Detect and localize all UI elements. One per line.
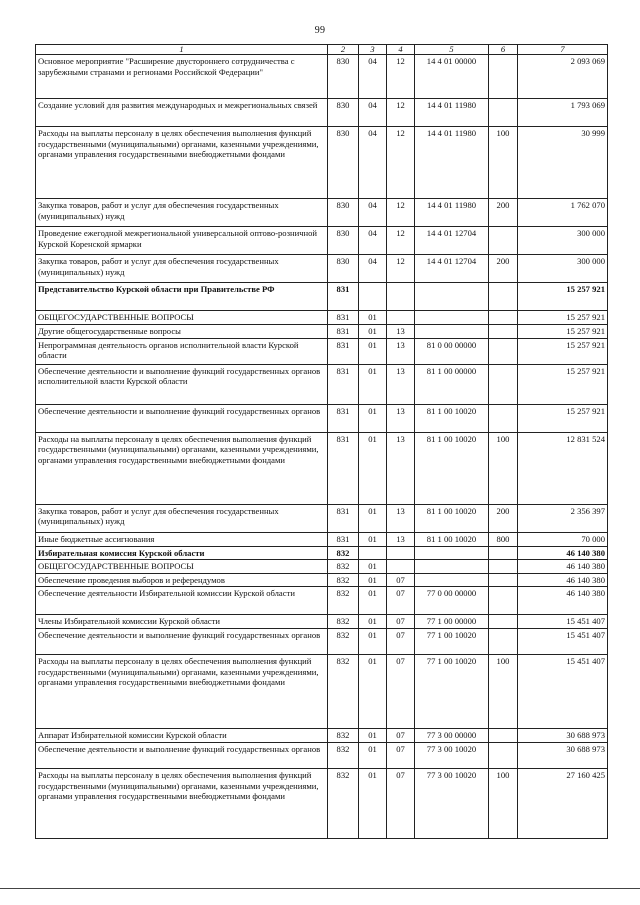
row-name-cell: Члены Избирательной комиссии Курской области — [36, 615, 328, 629]
row-target-cell: 14 4 01 12704 — [415, 227, 489, 255]
row-amount-cell: 46 140 380 — [518, 560, 608, 574]
row-section-cell: 04 — [359, 255, 387, 283]
row-section-cell: 01 — [359, 404, 387, 432]
row-expense-type-cell — [489, 99, 518, 127]
row-section-cell: 01 — [359, 325, 387, 339]
row-section-cell: 01 — [359, 573, 387, 587]
row-subsection-cell: 13 — [387, 338, 415, 364]
row-expense-type-cell — [489, 227, 518, 255]
row-name-cell: Обеспечение деятельности и выполнение функций государственных органов исполнительной власти Курской области — [36, 364, 328, 404]
row-amount-cell: 15 451 407 — [518, 615, 608, 629]
row-code-cell: 831 — [328, 338, 359, 364]
row-target-cell: 14 4 01 00000 — [415, 55, 489, 99]
row-name-cell: Обеспечение деятельности и выполнение функций государственных органов — [36, 742, 328, 768]
table-row — [36, 255, 608, 283]
row-subsection-cell: 12 — [387, 227, 415, 255]
row-code-cell: 832 — [328, 546, 359, 560]
row-expense-type-cell — [489, 546, 518, 560]
row-expense-type-cell — [489, 615, 518, 629]
table-row — [36, 283, 608, 311]
row-section-cell: 01 — [359, 742, 387, 768]
table-row — [36, 338, 608, 364]
row-target-cell: 77 1 00 10020 — [415, 628, 489, 654]
row-section-cell: 01 — [359, 615, 387, 629]
row-target-cell: 14 4 01 11980 — [415, 99, 489, 127]
row-subsection-cell: 07 — [387, 768, 415, 838]
row-target-cell: 81 1 00 10020 — [415, 432, 489, 504]
row-code-cell: 831 — [328, 325, 359, 339]
row-section-cell: 01 — [359, 338, 387, 364]
column-header: 2 — [328, 45, 359, 55]
row-target-cell: 81 1 00 10020 — [415, 404, 489, 432]
row-name-cell: Непрограммная деятельность органов исполнительной власти Курской области — [36, 338, 328, 364]
row-section-cell: 01 — [359, 628, 387, 654]
row-expense-type-cell: 100 — [489, 432, 518, 504]
row-amount-cell: 46 140 380 — [518, 546, 608, 560]
row-amount-cell: 1 762 070 — [518, 199, 608, 227]
row-amount-cell: 12 831 524 — [518, 432, 608, 504]
row-code-cell: 830 — [328, 127, 359, 199]
row-name-cell: Представительство Курской области при Правительстве РФ — [36, 283, 328, 311]
row-section-cell: 01 — [359, 768, 387, 838]
row-expense-type-cell — [489, 560, 518, 574]
column-header: 4 — [387, 45, 415, 55]
row-subsection-cell: 13 — [387, 325, 415, 339]
row-section-cell: 01 — [359, 728, 387, 742]
row-section-cell: 04 — [359, 199, 387, 227]
table-row — [36, 504, 608, 532]
row-expense-type-cell — [489, 573, 518, 587]
table-header-row — [36, 45, 608, 55]
row-amount-cell: 30 999 — [518, 127, 608, 199]
row-amount-cell: 15 451 407 — [518, 654, 608, 728]
table-row — [36, 325, 608, 339]
row-target-cell: 81 1 00 00000 — [415, 364, 489, 404]
row-subsection-cell: 13 — [387, 504, 415, 532]
row-code-cell: 832 — [328, 768, 359, 838]
row-amount-cell: 15 257 921 — [518, 404, 608, 432]
table-row — [36, 532, 608, 546]
table-row — [36, 364, 608, 404]
row-name-cell: Основное мероприятие "Расширение двустороннего сотрудничества с зарубежными странами и регионами Российской Федерации" — [36, 55, 328, 99]
table-row — [36, 573, 608, 587]
row-section-cell: 01 — [359, 311, 387, 325]
row-name-cell: Расходы на выплаты персоналу в целях обеспечения выполнения функций государственными (муниципальными) органами, казенными учреждениями, органами управления государственными внебюджетными фондами — [36, 432, 328, 504]
row-subsection-cell: 12 — [387, 99, 415, 127]
row-subsection-cell: 12 — [387, 55, 415, 99]
row-expense-type-cell — [489, 728, 518, 742]
row-code-cell: 831 — [328, 532, 359, 546]
row-section-cell: 01 — [359, 654, 387, 728]
row-amount-cell: 15 257 921 — [518, 364, 608, 404]
row-target-cell: 14 4 01 11980 — [415, 127, 489, 199]
row-amount-cell: 30 688 973 — [518, 742, 608, 768]
row-subsection-cell: 07 — [387, 654, 415, 728]
row-code-cell: 831 — [328, 504, 359, 532]
row-section-cell — [359, 546, 387, 560]
row-expense-type-cell: 200 — [489, 504, 518, 532]
row-section-cell: 01 — [359, 532, 387, 546]
row-expense-type-cell — [489, 404, 518, 432]
table-row — [36, 311, 608, 325]
row-subsection-cell — [387, 546, 415, 560]
column-header: 3 — [359, 45, 387, 55]
row-subsection-cell: 12 — [387, 127, 415, 199]
row-expense-type-cell: 100 — [489, 127, 518, 199]
row-section-cell: 04 — [359, 55, 387, 99]
row-amount-cell: 300 000 — [518, 227, 608, 255]
row-target-cell: 81 0 00 00000 — [415, 338, 489, 364]
row-code-cell: 830 — [328, 199, 359, 227]
row-target-cell: 77 1 00 10020 — [415, 654, 489, 728]
row-name-cell: Расходы на выплаты персоналу в целях обеспечения выполнения функций государственными (муниципальными) органами, казенными учреждениями, органами управления государственными внебюджетными фондами — [36, 768, 328, 838]
row-subsection-cell: 07 — [387, 628, 415, 654]
row-name-cell: Аппарат Избирательной комиссии Курской области — [36, 728, 328, 742]
row-amount-cell: 70 000 — [518, 532, 608, 546]
row-subsection-cell: 13 — [387, 532, 415, 546]
table-row — [36, 432, 608, 504]
budget-table — [35, 44, 608, 839]
row-expense-type-cell — [489, 587, 518, 615]
row-target-cell: 77 3 00 00000 — [415, 728, 489, 742]
row-subsection-cell: 07 — [387, 573, 415, 587]
row-target-cell: 81 1 00 10020 — [415, 504, 489, 532]
row-expense-type-cell — [489, 311, 518, 325]
row-code-cell: 831 — [328, 311, 359, 325]
row-section-cell: 04 — [359, 227, 387, 255]
row-code-cell: 830 — [328, 99, 359, 127]
row-target-cell — [415, 311, 489, 325]
table-row — [36, 99, 608, 127]
table-row — [36, 55, 608, 99]
row-expense-type-cell — [489, 325, 518, 339]
row-target-cell: 81 1 00 10020 — [415, 532, 489, 546]
column-header: 6 — [489, 45, 518, 55]
table-row — [36, 728, 608, 742]
row-subsection-cell: 12 — [387, 199, 415, 227]
row-subsection-cell: 07 — [387, 615, 415, 629]
row-amount-cell: 300 000 — [518, 255, 608, 283]
row-section-cell: 04 — [359, 99, 387, 127]
row-amount-cell: 46 140 380 — [518, 587, 608, 615]
row-target-cell: 77 3 00 10020 — [415, 768, 489, 838]
row-expense-type-cell — [489, 742, 518, 768]
row-section-cell: 01 — [359, 560, 387, 574]
row-code-cell: 831 — [328, 283, 359, 311]
row-expense-type-cell: 100 — [489, 654, 518, 728]
table-row — [36, 560, 608, 574]
row-amount-cell: 15 257 921 — [518, 283, 608, 311]
row-amount-cell: 15 451 407 — [518, 628, 608, 654]
row-subsection-cell: 13 — [387, 364, 415, 404]
row-expense-type-cell — [489, 364, 518, 404]
row-name-cell: Обеспечение деятельности и выполнение функций государственных органов — [36, 628, 328, 654]
row-section-cell: 01 — [359, 432, 387, 504]
row-name-cell: Проведение ежегодной межрегиональной универсальной оптово-розничной Курской Коренской ярмарки — [36, 227, 328, 255]
table-row — [36, 546, 608, 560]
row-amount-cell: 46 140 380 — [518, 573, 608, 587]
row-expense-type-cell — [489, 628, 518, 654]
row-target-cell — [415, 560, 489, 574]
row-section-cell: 01 — [359, 364, 387, 404]
row-subsection-cell — [387, 311, 415, 325]
table-row — [36, 768, 608, 838]
table-row — [36, 587, 608, 615]
row-target-cell: 77 0 00 00000 — [415, 587, 489, 615]
table-row — [36, 404, 608, 432]
row-section-cell: 01 — [359, 587, 387, 615]
row-name-cell: Обеспечение деятельности и выполнение функций государственных органов — [36, 404, 328, 432]
row-target-cell: 77 1 00 00000 — [415, 615, 489, 629]
row-code-cell: 830 — [328, 227, 359, 255]
row-name-cell: Иные бюджетные ассигнования — [36, 532, 328, 546]
table-row — [36, 654, 608, 728]
row-name-cell: Другие общегосударственные вопросы — [36, 325, 328, 339]
row-section-cell — [359, 283, 387, 311]
row-name-cell: Создание условий для развития международных и межрегиональных связей — [36, 99, 328, 127]
column-header: 5 — [415, 45, 489, 55]
row-name-cell: Избирательная комиссия Курской области — [36, 546, 328, 560]
row-name-cell: Закупка товаров, работ и услуг для обеспечения государственных (муниципальных) нужд — [36, 504, 328, 532]
table-row — [36, 227, 608, 255]
row-amount-cell: 30 688 973 — [518, 728, 608, 742]
row-code-cell: 830 — [328, 55, 359, 99]
row-amount-cell: 15 257 921 — [518, 338, 608, 364]
row-target-cell — [415, 573, 489, 587]
table-row — [36, 127, 608, 199]
row-name-cell: Обеспечение деятельности Избирательной комиссии Курской области — [36, 587, 328, 615]
row-code-cell: 832 — [328, 742, 359, 768]
row-code-cell: 831 — [328, 364, 359, 404]
row-subsection-cell: 13 — [387, 432, 415, 504]
row-target-cell: 14 4 01 11980 — [415, 199, 489, 227]
row-expense-type-cell — [489, 338, 518, 364]
table-row — [36, 615, 608, 629]
row-section-cell: 04 — [359, 127, 387, 199]
row-subsection-cell: 07 — [387, 742, 415, 768]
row-target-cell: 77 3 00 10020 — [415, 742, 489, 768]
row-target-cell — [415, 325, 489, 339]
row-name-cell: ОБЩЕГОСУДАРСТВЕННЫЕ ВОПРОСЫ — [36, 560, 328, 574]
table-row — [36, 628, 608, 654]
row-name-cell: ОБЩЕГОСУДАРСТВЕННЫЕ ВОПРОСЫ — [36, 311, 328, 325]
row-expense-type-cell — [489, 55, 518, 99]
row-code-cell: 832 — [328, 728, 359, 742]
row-section-cell: 01 — [359, 504, 387, 532]
row-expense-type-cell: 200 — [489, 199, 518, 227]
row-name-cell: Расходы на выплаты персоналу в целях обеспечения выполнения функций государственными (муниципальными) органами, казенными учреждениями, органами управления государственными внебюджетными фондами — [36, 127, 328, 199]
row-code-cell: 832 — [328, 573, 359, 587]
page-bottom-rule — [0, 888, 640, 889]
row-name-cell: Закупка товаров, работ и услуг для обеспечения государственных (муниципальных) нужд — [36, 255, 328, 283]
row-subsection-cell: 13 — [387, 404, 415, 432]
row-code-cell: 830 — [328, 255, 359, 283]
row-code-cell: 832 — [328, 628, 359, 654]
row-target-cell: 14 4 01 12704 — [415, 255, 489, 283]
row-target-cell — [415, 283, 489, 311]
row-subsection-cell: 12 — [387, 255, 415, 283]
row-amount-cell: 1 793 069 — [518, 99, 608, 127]
row-expense-type-cell: 200 — [489, 255, 518, 283]
row-code-cell: 832 — [328, 560, 359, 574]
row-subsection-cell — [387, 283, 415, 311]
row-amount-cell: 15 257 921 — [518, 325, 608, 339]
row-amount-cell: 15 257 921 — [518, 311, 608, 325]
table-row — [36, 199, 608, 227]
row-expense-type-cell — [489, 283, 518, 311]
page-number: 99 — [314, 25, 326, 36]
row-name-cell: Закупка товаров, работ и услуг для обеспечения государственных (муниципальных) нужд — [36, 199, 328, 227]
table-row — [36, 742, 608, 768]
row-code-cell: 832 — [328, 654, 359, 728]
row-target-cell — [415, 546, 489, 560]
row-code-cell: 832 — [328, 587, 359, 615]
row-expense-type-cell: 800 — [489, 532, 518, 546]
row-amount-cell: 2 356 397 — [518, 504, 608, 532]
row-code-cell: 831 — [328, 404, 359, 432]
row-amount-cell: 2 093 069 — [518, 55, 608, 99]
column-header: 1 — [36, 45, 328, 55]
row-subsection-cell — [387, 560, 415, 574]
row-subsection-cell: 07 — [387, 728, 415, 742]
row-name-cell: Расходы на выплаты персоналу в целях обеспечения выполнения функций государственными (муниципальными) органами, казенными учреждениями, органами управления государственными внебюджетными фондами — [36, 654, 328, 728]
row-code-cell: 831 — [328, 432, 359, 504]
row-expense-type-cell: 100 — [489, 768, 518, 838]
row-amount-cell: 27 160 425 — [518, 768, 608, 838]
row-code-cell: 832 — [328, 615, 359, 629]
row-name-cell: Обеспечение проведения выборов и референдумов — [36, 573, 328, 587]
row-subsection-cell: 07 — [387, 587, 415, 615]
column-header: 7 — [518, 45, 608, 55]
